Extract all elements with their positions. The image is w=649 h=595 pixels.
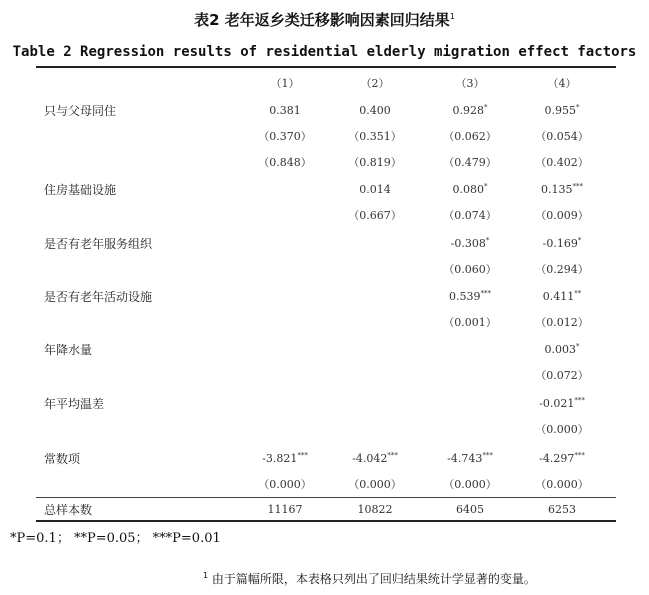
row-label: 只与父母同住 bbox=[44, 104, 117, 118]
stat-cell: （0.060） bbox=[443, 263, 497, 276]
row-label: 住房基础设施 bbox=[44, 183, 117, 197]
coefficient-cell: 0.928* bbox=[452, 103, 488, 117]
top-rule bbox=[36, 66, 616, 68]
footnote-marker: 1 bbox=[449, 12, 455, 21]
row-label: 是否有老年服务组织 bbox=[44, 237, 153, 251]
table-title-en: Table 2 Regression results of residential elderly migration effect factors bbox=[12, 44, 637, 60]
stat-cell: （0.351） bbox=[348, 130, 402, 143]
stat-cell: （0.001） bbox=[443, 316, 497, 329]
coefficient-cell: 0.003* bbox=[544, 342, 580, 356]
coefficient-cell: -0.021*** bbox=[539, 396, 585, 410]
coefficient-cell: 0.539*** bbox=[449, 289, 491, 303]
row-label: 是否有老年活动设施 bbox=[44, 290, 153, 304]
mid-rule bbox=[36, 497, 616, 498]
coefficient-cell: 0.381 bbox=[269, 104, 301, 117]
table-footnote: $^1$ 由于篇幅所限，本表格只列出了回归结果统计学显著的变量。 bbox=[203, 571, 536, 586]
stat-cell: （0.667） bbox=[348, 209, 402, 222]
stat-cell: （0.000） bbox=[258, 478, 312, 491]
coefficient-cell: -4.042*** bbox=[352, 451, 398, 465]
coefficient-cell: 0.400 bbox=[359, 104, 391, 117]
stat-cell: （0.009） bbox=[535, 209, 589, 222]
coefficient-cell: -3.821*** bbox=[262, 451, 308, 465]
coefficient-cell: 0.955* bbox=[544, 103, 580, 117]
coefficient-cell: 0.411** bbox=[542, 289, 582, 303]
coefficient-cell: -4.297*** bbox=[539, 451, 585, 465]
stat-cell: （0.000） bbox=[443, 478, 497, 491]
stat-cell: （0.072） bbox=[535, 369, 589, 382]
stat-cell: （0.479） bbox=[443, 156, 497, 169]
row-label: 常数项 bbox=[44, 452, 81, 466]
coefficient-cell: 0.014 bbox=[359, 183, 391, 196]
stat-cell: （0.294） bbox=[535, 263, 589, 276]
total-samples-cell: 6405 bbox=[456, 503, 484, 516]
stat-cell: （0.819） bbox=[348, 156, 402, 169]
stat-cell: （0.848） bbox=[258, 156, 312, 169]
stat-cell: （0.000） bbox=[535, 478, 589, 491]
bottom-rule bbox=[36, 520, 616, 522]
coefficient-cell: -0.308* bbox=[450, 236, 490, 250]
stat-cell: （0.012） bbox=[535, 316, 589, 329]
column-header: （3） bbox=[455, 77, 485, 90]
stat-cell: （0.054） bbox=[535, 130, 589, 143]
row-label: 年降水量 bbox=[44, 343, 93, 357]
total-samples-cell: 10822 bbox=[357, 503, 393, 516]
column-header: （1） bbox=[270, 77, 300, 90]
coefficient-cell: -0.169* bbox=[542, 236, 582, 250]
total-samples-cell: 11167 bbox=[267, 503, 303, 516]
coefficient-cell: 0.080* bbox=[452, 182, 488, 196]
coefficient-cell: 0.135*** bbox=[541, 182, 583, 196]
stat-cell: （0.000） bbox=[348, 478, 402, 491]
row-label: 年平均温差 bbox=[44, 397, 105, 411]
stat-cell: （0.062） bbox=[443, 130, 497, 143]
coefficient-cell: -4.743*** bbox=[447, 451, 493, 465]
significance-note: *P=0.1； **P=0.05； ***P=0.01 bbox=[10, 531, 221, 546]
footnote-marker: 1 bbox=[203, 571, 209, 580]
total-samples-cell: 6253 bbox=[548, 503, 576, 516]
total-samples-label: 总样本数 bbox=[44, 503, 93, 517]
column-header: （2） bbox=[360, 77, 390, 90]
stat-cell: （0.370） bbox=[258, 130, 312, 143]
stat-cell: （0.402） bbox=[535, 156, 589, 169]
table-title-cn: 表2 老年返乡类迁移影响因素回归结果$^1$ bbox=[194, 11, 455, 29]
stat-cell: （0.000） bbox=[535, 423, 589, 436]
stat-cell: （0.074） bbox=[443, 209, 497, 222]
column-header: （4） bbox=[547, 77, 577, 90]
